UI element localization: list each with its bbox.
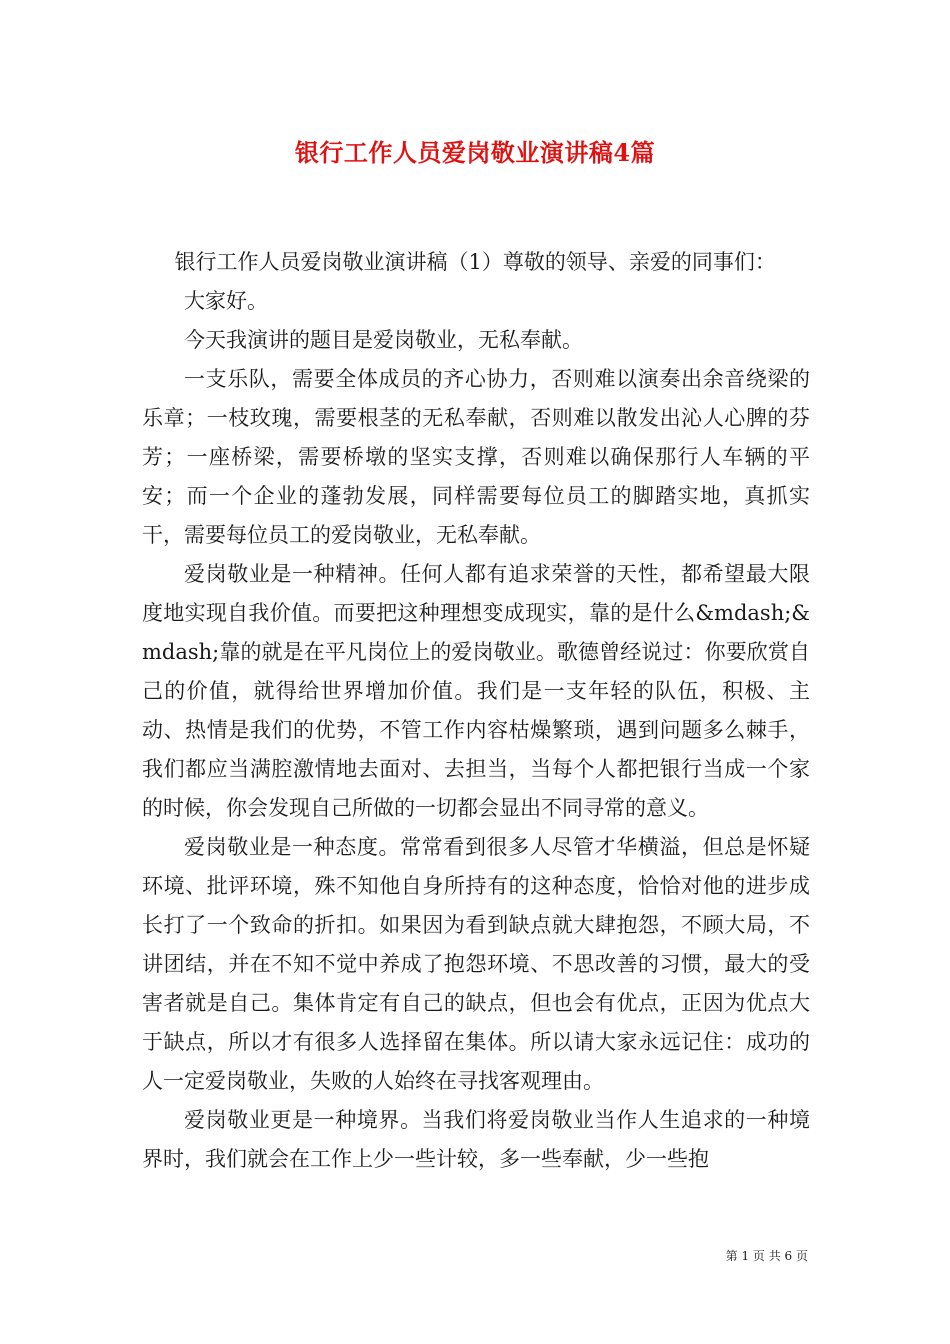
- document-title: 银行工作人员爱岗敬业演讲稿4篇: [294, 138, 656, 167]
- paragraph: 爱岗敬业是一种态度。常常看到很多人尽管才华横溢，但总是怀疑环境、批评环境，殊不知他自身所持有的这种态度，恰恰对他的进步成长打了一个致命的折扣。如果因为看到缺点就大肆抱怨，不顾大局，不讲团结，并在不知不觉中养成了抱怨环境、不思改善的习惯，最大的受害者就是自己。集体肯定有自己的缺点，但也会有优点，正因为优点大于缺点，所以才有很多人选择留在集体。所以请大家永远记住：成功的人一定爱岗敬业，失败的人始终在寻找客观理由。: [142, 835, 810, 1093]
- paragraph: 大家好。: [184, 289, 268, 313]
- paragraph: 爱岗敬业是一种精神。任何人都有追求荣誉的天性，都希望最大限度地实现自我价值。而要把这种理想变成现实，靠的是什么&mdash;&mdash;靠的就是在平凡岗位上的爱岗敬业。歌德曾经说过：你要欣赏自己的价值，就得给世界增加价值。我们是一支年轻的队伍，积极、主动、热情是我们的优势，不管工作内容枯燥繁琐，遇到问题多么棘手，我们都应当满腔激情地去面对、去担当，当每个人都把银行当成一个家的时候，你会发现自己所做的一切都会显出不同寻常的意义。: [142, 562, 810, 820]
- paragraph: 一支乐队，需要全体成员的齐心协力，否则难以演奏出余音绕梁的乐章；一枝玫瑰，需要根茎的无私奉献，否则难以散发出沁人心脾的芬芳；一座桥梁，需要桥墩的坚实支撑，否则难以确保那行人车辆的平安；而一个企业的蓬勃发展，同样需要每位员工的脚踏实地，真抓实干，需要每位员工的爱岗敬业，无私奉献。: [142, 367, 810, 547]
- page-number-footer: 第 1 页 共 6 页: [725, 1249, 808, 1263]
- paragraph: 今天我演讲的题目是爱岗敬业，无私奉献。: [184, 328, 583, 352]
- document-body: [142, 243, 810, 1179]
- paragraph: 银行工作人员爱岗敬业演讲稿（1）尊敬的领导、亲爱的同事们：: [174, 250, 776, 274]
- paragraph: 爱岗敬业更是一种境界。当我们将爱岗敬业当作人生追求的一种境界时，我们就会在工作上少一些计较，多一些奉献，少一些抱: [142, 1108, 810, 1171]
